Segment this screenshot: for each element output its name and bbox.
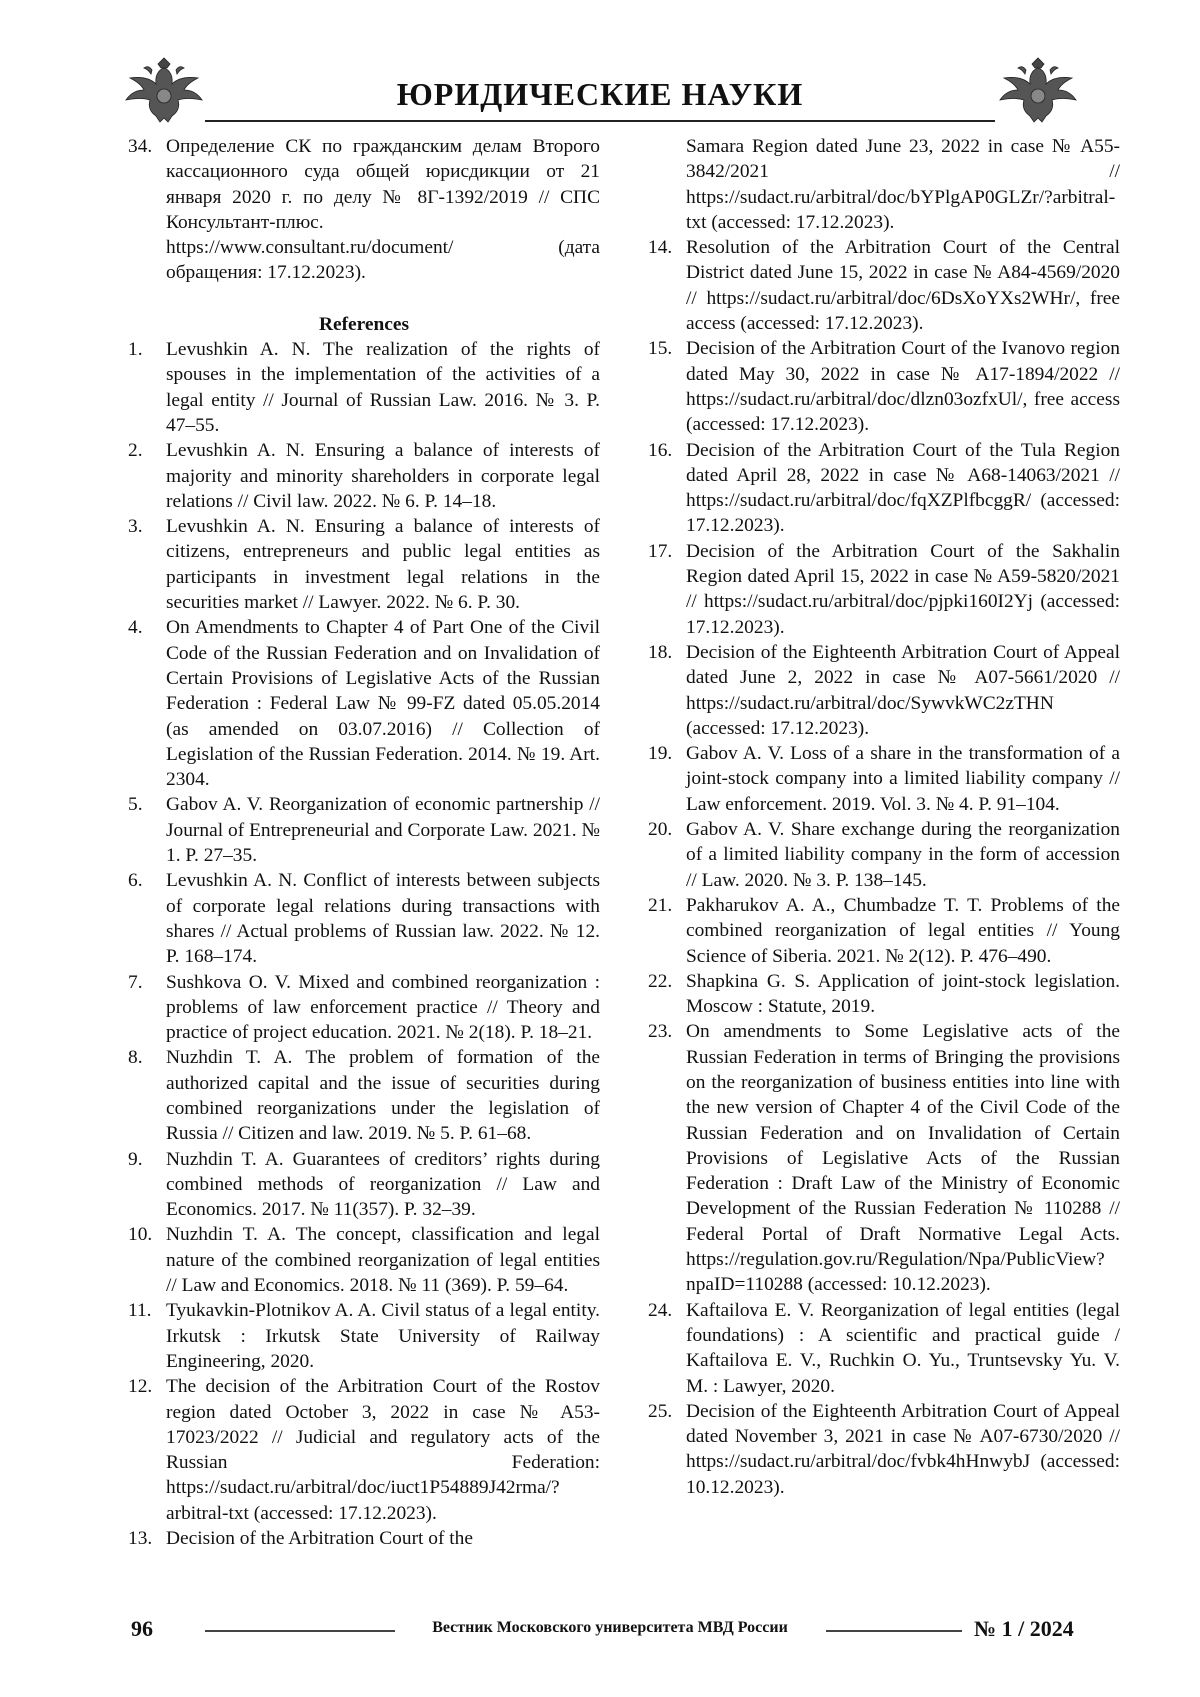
list-item-number: 21. (648, 894, 673, 916)
list-item-number: 2. (128, 440, 143, 462)
list-item (648, 741, 1120, 817)
footer-rule-right (826, 1630, 962, 1632)
list-item-text: Nuzhdin T. A. Guarantees of creditors’ rights during combined methods of reorganization // Law and Economics. 2017. № 11(357). P. 32–39. (166, 1148, 600, 1221)
list-item-text: Decision of the Eighteenth Arbitration Court of Appeal dated June 2, 2022 in case № A07-5661/2020 // https://sudact.ru/arbitral/doc/SywvkWC2zTHN (accessed: 17.12.2023). (686, 641, 1120, 739)
list-item-number: 23. (648, 1021, 673, 1043)
list-item (128, 1147, 600, 1223)
double-headed-eagle-emblem-icon (996, 56, 1080, 128)
list-item-number: 12. (128, 1376, 153, 1398)
list-item-number: 4. (128, 617, 143, 639)
list-item-number: 19. (648, 743, 673, 765)
list-item-text: Levushkin A. N. Conflict of interests between subjects of corporate legal relations during transactions with shares // Actual problems of Russian law. 2022. № 12. P. 168–174. (166, 870, 600, 968)
list-item (128, 514, 600, 615)
list-item (128, 1222, 600, 1298)
list-item-number: 9. (128, 1148, 143, 1170)
list-item-number: 20. (648, 819, 673, 841)
list-item-text: Levushkin A. N. Ensuring a balance of interests of majority and minority shareholders in corporate legal relations // Civil law. 2022. № 6. P. 14–18. (166, 440, 600, 512)
list-item-text: Определение СК по гражданским делам Второго кассационного суда общей юрисдикции от 21 января 2020 г. по делу № 8Г-1392/2019 // СПС Консультант-плюс. https://www.consultant.ru/document/ (дата обращения: 17.12.2023). (166, 136, 600, 284)
list-item-number: 17. (648, 540, 673, 562)
list-item (648, 817, 1120, 893)
references-heading: References (318, 313, 410, 335)
list-item-number: 8. (128, 1047, 143, 1069)
list-item-number: 5. (128, 794, 143, 816)
list-item-number: 14. (648, 237, 673, 259)
list-item (128, 337, 600, 438)
list-item-text: Decision of the Eighteenth Arbitration Court of Appeal dated November 3, 2021 in case № A07-6730/2020 // https://sudact.ru/arbitral/doc/fvbk4hHnwybJ (accessed: 10.12.2023). (686, 1400, 1120, 1498)
list-item (128, 1526, 600, 1551)
page-number: 96 (131, 1616, 153, 1641)
list-item (128, 792, 600, 868)
left-column (128, 134, 600, 1551)
list-item-text: Gabov A. V. Reorganization of economic partnership // Journal of Entrepreneurial and Corporate Law. 2021. № 1. P. 27–35. (166, 794, 600, 867)
list-item-text: Decision of the Arbitration Court of the (166, 1528, 473, 1550)
list-item (128, 970, 600, 1046)
list-item (648, 539, 1120, 640)
list-item-text: Sushkova O. V. Mixed and combined reorganization : problems of law enforcement practice // Theory and practice of project education. 2021. № 2(18). P. 18–21. (166, 971, 600, 1044)
list-item (128, 1298, 600, 1374)
list-item (648, 336, 1120, 437)
page-header (0, 56, 1200, 128)
list-item-text: Tyukavkin-Plotnikov A. A. Civil status of a legal entity. Irkutsk : Irkutsk State University of Railway Engineering, 2020. (166, 1300, 600, 1372)
list-item (648, 969, 1120, 1020)
list-item-text: Decision of the Arbitration Court of the Sakhalin Region dated April 15, 2022 in case № A59-5820/2021 // https://sudact.ru/arbitral/doc/pjpki160I2Yj (accessed: 17.12.2023). (686, 540, 1120, 638)
list-item (648, 235, 1120, 336)
list-item-number: 34. (128, 136, 153, 157)
list-item-text: Decision of the Arbitration Court of the Tula Region dated April 28, 2022 in case № A68-14063/2021 // https://sudact.ru/arbitral/doc/fqXZPlfbcggR/ (accessed: 17.12.2023). (686, 439, 1120, 537)
list-item-text: Levushkin A. N. Ensuring a balance of interests of citizens, entrepreneurs and public legal entities as participants in investment legal relations in the securities market // Lawyer. 2022. № 6. P. 30. (166, 516, 600, 614)
journal-name: Вестник Московского университета МВД России (432, 1619, 788, 1636)
footer-rule-left (205, 1630, 395, 1632)
list-item-text: Pakharukov A. A., Chumbadze T. T. Problems of the combined reorganization of legal entities // Young Science of Siberia. 2021. № 2(12). P. 476–490. (686, 894, 1120, 967)
list-item-number: 11. (128, 1300, 152, 1322)
list-item-number: 3. (128, 516, 143, 538)
list-item-text: Levushkin A. N. The realization of the rights of spouses in the implementation of the activities of a legal entity // Journal of Russian Law. 2016. № 3. P. 47–55. (166, 339, 600, 436)
list-item-number: 1. (128, 339, 143, 361)
list-item (648, 1019, 1120, 1297)
list-item-number: 10. (128, 1224, 153, 1246)
list-item (128, 438, 600, 514)
list-item-text: Shapkina G. S. Application of joint-stock legislation. Moscow : Statute, 2019. (686, 970, 1120, 1018)
list-item-number: 15. (648, 338, 673, 360)
list-item-text: Nuzhdin T. A. The problem of formation of the authorized capital and the issue of securities during combined reorganizations under the legislation of Russia // Citizen and law. 2019. № 5. P. 61–68. (166, 1047, 600, 1145)
list-item-number: 13. (128, 1528, 153, 1550)
list-item (648, 1399, 1120, 1500)
list-item (128, 868, 600, 969)
list-item-text: Resolution of the Arbitration Court of the Central District dated June 15, 2022 in case № A84-4569/2020 // https://sudact.ru/arbitral/doc/6DsXoYXs2WHr/, free access (accessed: 17.12.2023). (686, 237, 1120, 335)
list-item-number: 25. (648, 1400, 673, 1422)
section-title: ЮРИДИЧЕСКИЕ НАУКИ (396, 76, 804, 112)
issue-number: № 1 / 2024 (974, 1616, 1074, 1641)
list-item (128, 1374, 600, 1526)
list-item-text: Nuzhdin T. A. The concept, classification and legal nature of the combined reorganization of legal entities // Law and Economics. 2018. № 11 (369). P. 59–64. (166, 1224, 600, 1297)
list-item-number: 22. (648, 970, 673, 992)
page-footer (0, 1616, 1200, 1646)
list-item-number: 7. (128, 971, 143, 993)
list-item (648, 1298, 1120, 1399)
list-item-number: 6. (128, 870, 143, 892)
list-item (128, 134, 600, 286)
right-column (648, 134, 1120, 1500)
list-item-text: Gabov A. V. Share exchange during the reorganization of a limited liability company in the form of accession // Law. 2020. № 3. P. 138–145. (686, 819, 1120, 891)
list-item (648, 893, 1120, 969)
list-item-number: 18. (648, 641, 673, 663)
list-item (648, 438, 1120, 539)
list-item (648, 640, 1120, 741)
list-item (128, 1045, 600, 1146)
list-item-text: Gabov A. V. Loss of a share in the transformation of a joint-stock company into a limited liability company // Law enforcement. 2019. Vol. 3. № 4. P. 91–104. (686, 743, 1120, 815)
list-item-text: Decision of the Arbitration Court of the Ivanovo region dated May 30, 2022 in case № A17-1894/2022 // https://sudact.ru/arbitral/doc/dlzn03ozfxUl/, free access (accessed: 17.12.2023). (686, 338, 1120, 436)
header-rule (205, 120, 995, 122)
list-item-text: The decision of the Arbitration Court of the Rostov region dated October 3, 2022 in case № A53-17023/2022 // Judicial and regulatory acts of the Russian Federation: https://sudact.ru/arbitral/doc/iuct1P54889J42rma/?arbitral-txt (accessed: 17.12.2023). (166, 1376, 600, 1524)
list-item-text: Kaftailova E. V. Reorganization of legal entities (legal foundations) : A scientific and practical guide / Kaftailova E. V., Ruchkin O. Yu., Truntsevsky Yu. V. M. : Lawyer, 2020. (686, 1299, 1120, 1397)
list-item-text: On amendments to Some Legislative acts of the Russian Federation in terms of Bringing the provisions on the reorganization of business entities into line with the new version of Chapter 4 of the Civil Code of the Russian Federation and on Invalidation of Certain Provisions of Legislative Acts of the Russian Federation : Draft Law of the Ministry of Economic Development of the Russian Federation № 110288 // Federal Portal of Draft Normative Legal Acts. https://regulation.gov.ru/Regulation/Npa/PublicView?npaID=110288 (accessed: 10.12.2023). (686, 1021, 1120, 1296)
list-item-number: 16. (648, 439, 673, 461)
list-item-number: 24. (648, 1299, 673, 1321)
list-item-continuation: Samara Region dated June 23, 2022 in case № A55-3842/2021 // https://sudact.ru/arbitral/doc/bYPlgAP0GLZr/?arbitral-txt (accessed: 17.12.2023). (686, 136, 1120, 233)
list-item (128, 615, 600, 792)
list-item-text: On Amendments to Chapter 4 of Part One of the Civil Code of the Russian Federation and on Invalidation of Certain Provisions of Legislative Acts of the Russian Federation : Federal Law № 99-FZ dated 05.05.2014 (as amended on 03.07.2016) // Collection of Legislation of the Russian Federation. 2014. № 19. Art. 2304. (166, 617, 600, 791)
